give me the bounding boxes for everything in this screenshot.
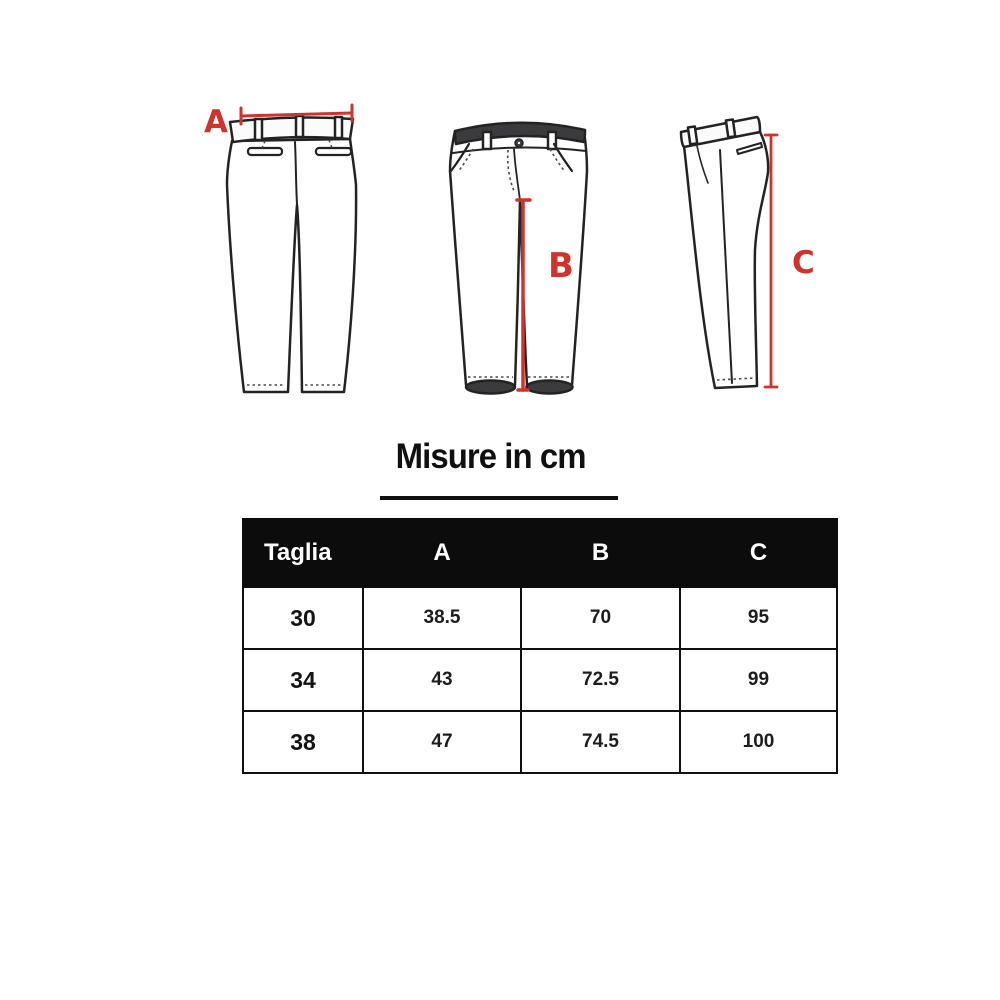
pants-back-view-drawing [192,93,382,413]
cell-taglia: 30 [243,587,363,649]
table-row-size-30 [243,587,837,649]
cell-a: 47 [363,711,521,773]
measure-label-b: B [548,246,574,286]
header-taglia: Taglia [243,519,363,587]
measure-label-c: C [792,245,815,281]
size-table-header-row [243,519,837,587]
measure-label-a: A [204,104,228,140]
header-a: A [363,519,521,587]
cell-a: 43 [363,649,521,711]
cell-c: 99 [680,649,837,711]
belt-loop [726,120,735,138]
belt-loop [335,117,342,138]
table-row-size-34 [243,649,837,711]
front-hem-opening [527,381,573,394]
page-title: Misure in cm [395,437,586,476]
back-pocket [248,148,282,155]
front-hem-opening [466,381,515,394]
cell-c: 100 [680,711,837,773]
cell-b: 70 [521,587,680,649]
cell-a: 38.5 [363,587,521,649]
pants-side-view-drawing [660,105,825,400]
cell-b: 74.5 [521,711,680,773]
belt-loop [296,116,303,137]
header-b: B [521,519,680,587]
back-pocket [316,148,351,155]
belt-loop [483,132,491,149]
header-c: C [680,519,837,587]
title-underline [380,496,618,500]
waist-button-hole [518,142,520,144]
belt-loop [255,119,262,140]
cell-taglia: 34 [243,649,363,711]
pants-front-view-drawing [438,103,623,403]
back-pants-body [227,139,356,392]
belt-loop [688,127,697,145]
size-table [242,518,838,774]
table-row-size-38 [243,711,837,773]
cell-b: 72.5 [521,649,680,711]
cell-taglia: 38 [243,711,363,773]
cell-c: 95 [680,587,837,649]
